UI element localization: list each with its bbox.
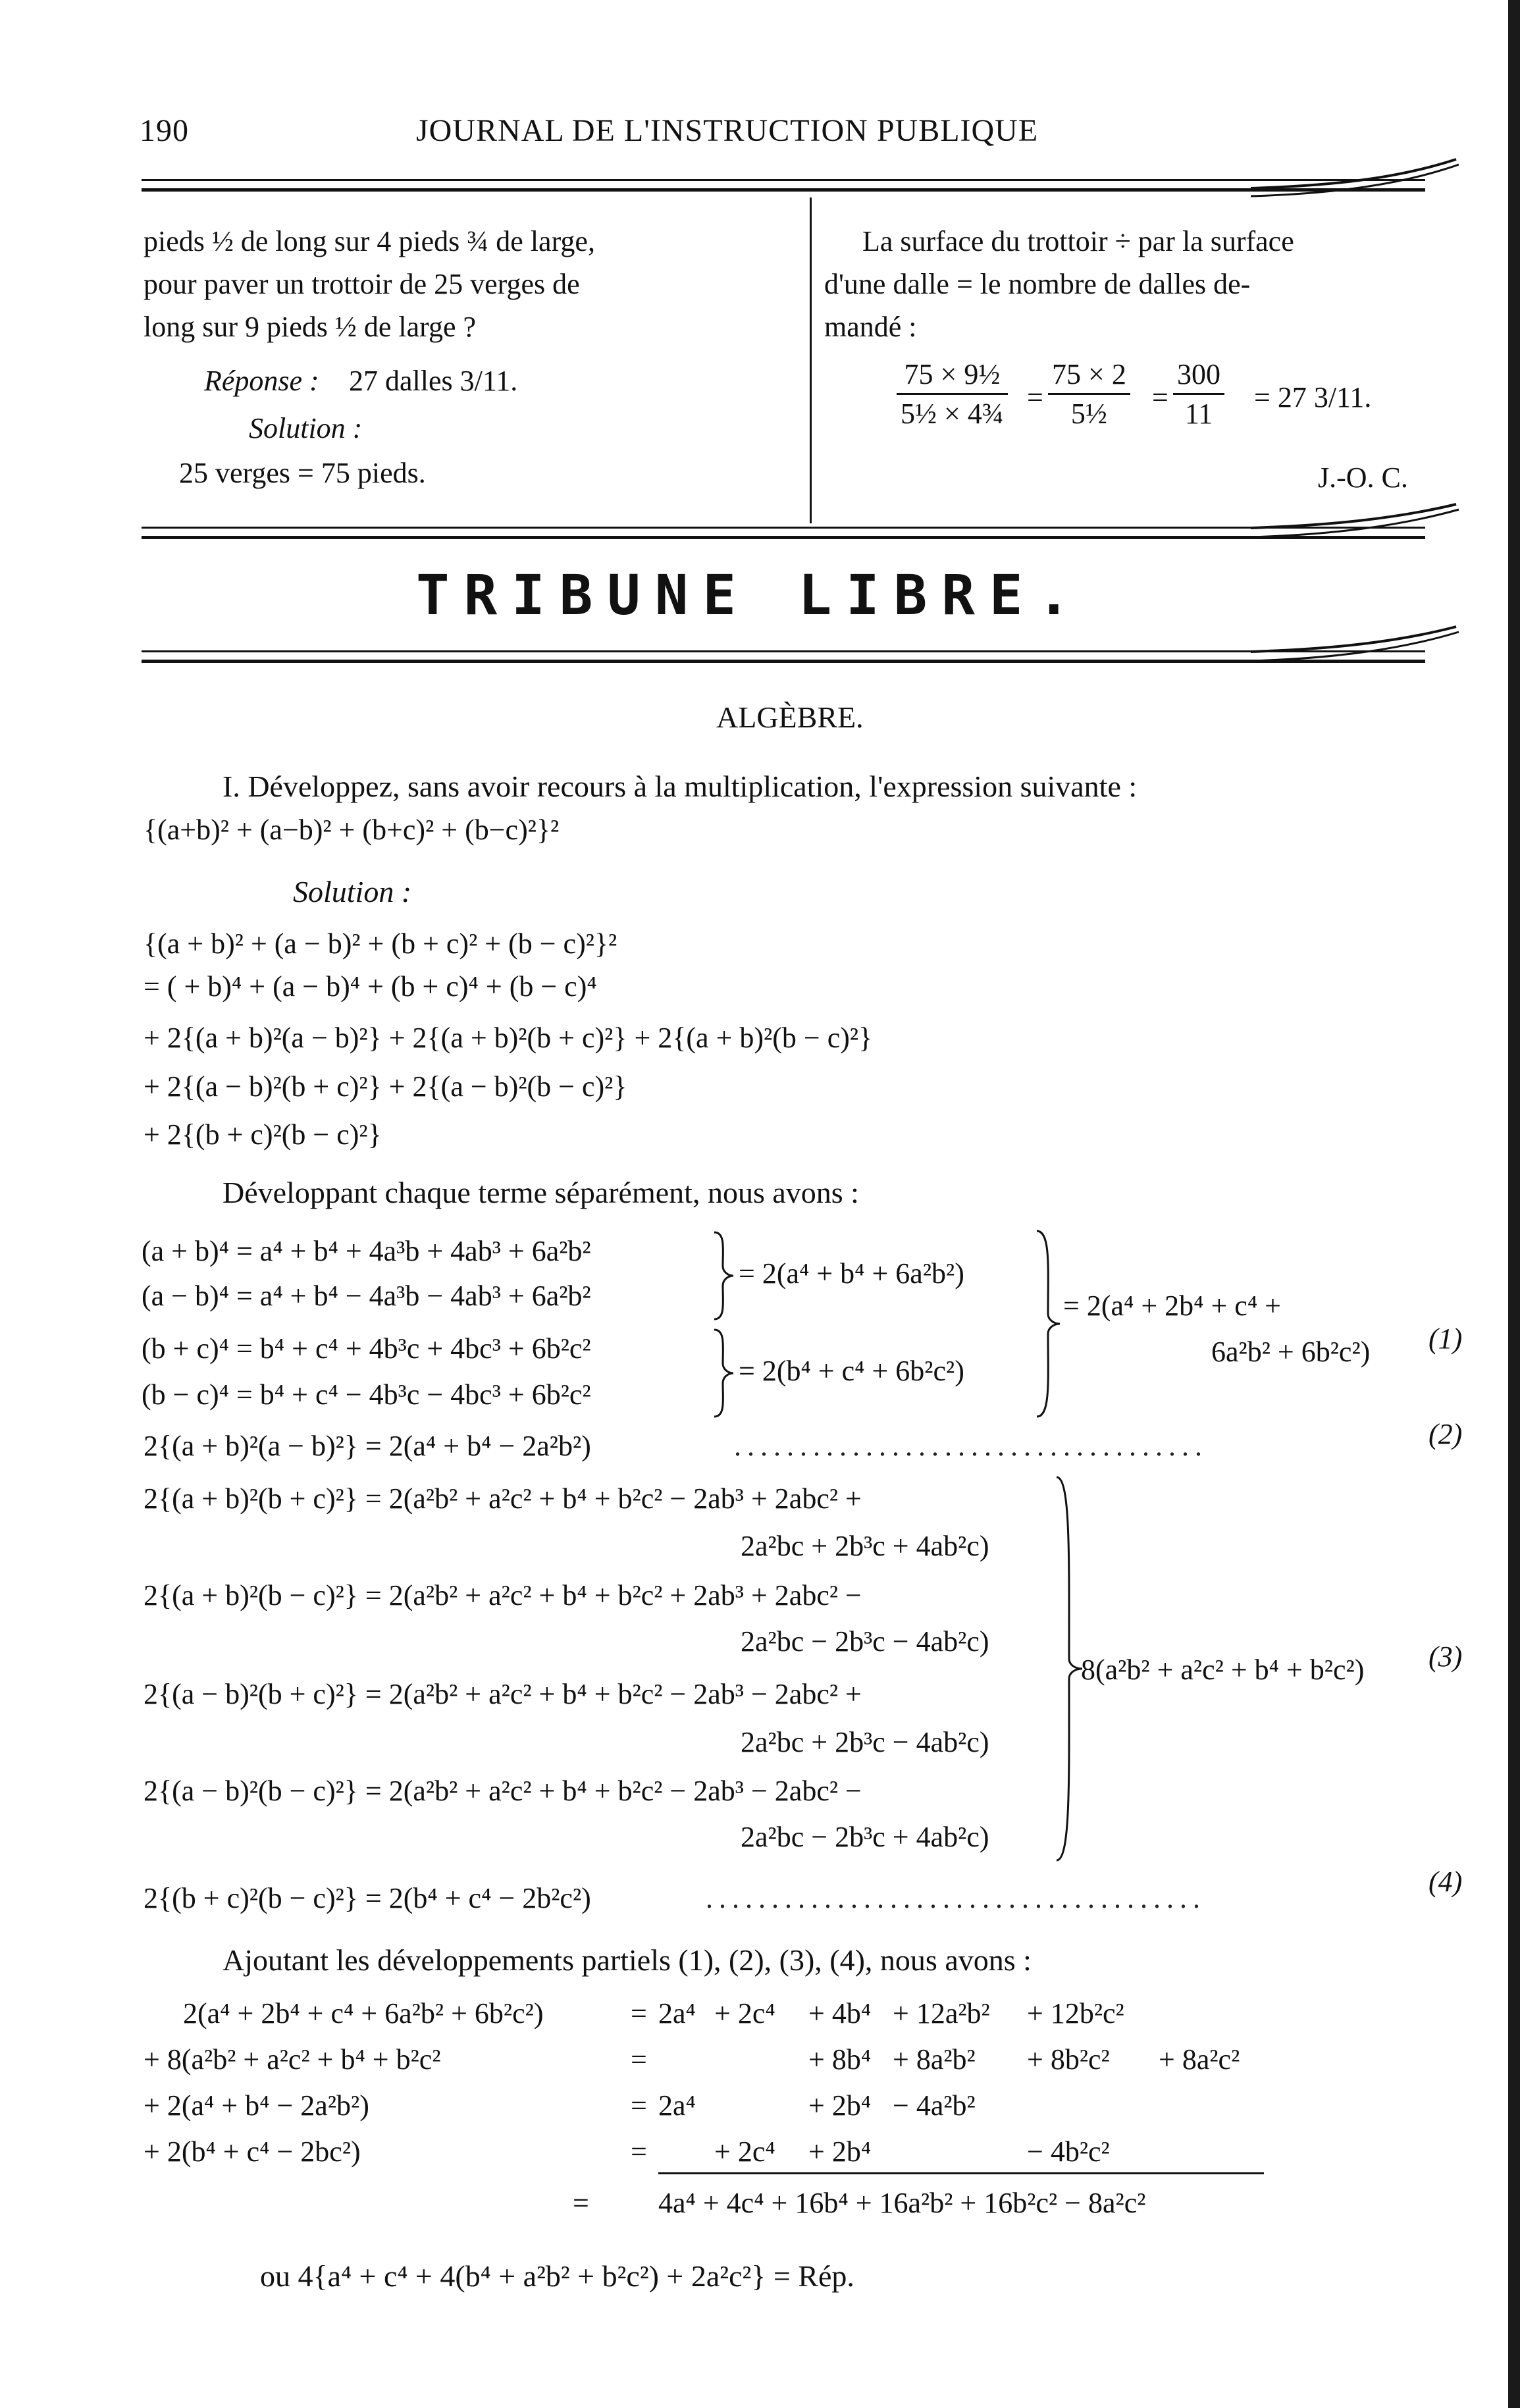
developing-intro: Développant chaque terme séparément, nous avons : [223,1176,859,1209]
sum-row-3-eq: = [631,2089,647,2122]
sum-row-2-ac: + 8a²c² [1159,2043,1240,2076]
sum-row-1-c4: + 2c⁴ [714,1997,775,2029]
top-right-line-1: La surface du trottoir ÷ par la surface [862,225,1294,257]
group3-line-2: 2a²bc + 2b³c + 4ab²c) [741,1530,989,1562]
sum-row-1-bc: + 12b²c² [1027,1997,1124,2029]
signature: J.-O. C. [1318,461,1408,494]
sum-row-2-left: + 8(a²b² + a²c² + b⁴ + b²c² [144,2043,441,2076]
solution-line-3: + 2{(a + b)²(a − b)²} + 2{(a + b)²(b + c)²} + 2{(a + b)²(b − c)²} [144,1022,873,1054]
group1-total-line-1: = 2(a⁴ + 2b⁴ + c⁴ + [1063,1290,1281,1322]
fraction-eq-1: = [1027,381,1043,413]
sum-row-4-b4: + 2b⁴ [808,2135,872,2168]
group1-line-3: (b + c)⁴ = b⁴ + c⁴ + 4b³c + 4bc³ + 6b²c² [142,1332,591,1365]
fraction-result: = 27 3/11. [1254,381,1372,413]
group3-line-4: 2a²bc − 2b³c − 4ab²c) [741,1625,989,1658]
sum-row-1-left: 2(a⁴ + 2b⁴ + c⁴ + 6a²b² + 6b²c²) [183,1997,544,2029]
top-left-line-3: long sur 9 pieds ½ de large ? [144,311,477,343]
top-left-line-2: pour paver un trottoir de 25 verges de [144,268,580,300]
final-answer: ou 4{a⁴ + c⁴ + 4(b⁴ + a²b² + b²c²) + 2a²c²} = Rép. [260,2259,854,2293]
fraction-1 [897,355,1008,432]
sum-intro: Ajoutant les développements partiels (1), (2), (3), (4), nous avons : [223,1943,1032,1977]
header-rule-top [142,179,1425,181]
group1-brace-total [1034,1228,1062,1419]
solution-line-5: + 2{(b + c)²(b − c)²} [144,1118,382,1151]
sum-row-4-bc: − 4b²c² [1027,2135,1110,2168]
sum-row-2-ab: + 8a²b² [893,2043,976,2076]
solution-line-1: {(a + b)² + (a − b)² + (b + c)² + (b − c)²}² [144,928,617,960]
fraction-eq-2: = [1152,381,1168,413]
section-rule-1a [142,527,1425,529]
sum-row-3-b4: + 2b⁴ [808,2089,872,2122]
group1-subtotal-1: = 2(a⁴ + b⁴ + 6a²b²) [739,1257,964,1290]
sum-row-3-left: + 2(a⁴ + b⁴ − 2a²b²) [144,2089,369,2122]
section-rule-2a [142,650,1425,652]
group1-total-line-2: 6a²b² + 6b²c²) [1211,1336,1371,1368]
section-rule-1b [142,536,1425,539]
equation-label-3: (3) [1428,1640,1463,1673]
sum-row-1-a4: 2a⁴ [658,1997,696,2029]
fraction-3-denominator: 11 [1184,398,1213,431]
sum-row-1-b4: + 4b⁴ [808,1997,872,2029]
header-rule-swash [1251,155,1461,201]
group3-line-1: 2{(a + b)²(b + c)²} = 2(a²b² + a²c² + b⁴ + b²c² − 2ab³ + 2abc² + [144,1482,862,1515]
sum-row-4-eq: = [631,2135,647,2168]
fraction-1-denominator: 5½ × 4¾ [901,398,1004,431]
problem-statement: I. Développez, sans avoir recours à la multiplication, l'expression suivante : [223,770,1138,803]
line2-dot-leader: .................................... [734,1430,1208,1462]
solution-label-top: Solution : [249,412,363,444]
equation-label-4: (4) [1428,1866,1463,1898]
group1-line-4: (b − c)⁴ = b⁴ + c⁴ − 4b³c − 4bc³ + 6b²c² [142,1378,591,1411]
sum-row-4-left: + 2(b⁴ + c⁴ − 2bc²) [144,2135,361,2168]
fraction-3 [1173,355,1224,432]
fraction-2 [1048,355,1130,432]
reponse-label: Réponse : [204,365,319,397]
reponse-value: 27 dalles 3/11. [349,365,518,397]
group1-line-1: (a + b)⁴ = a⁴ + b⁴ + 4a³b + 4ab³ + 6a²b² [142,1235,591,1267]
solution-label: Solution : [293,875,412,908]
sum-total-eq: = [573,2187,589,2219]
page-edge-shadow [1508,0,1520,2408]
journal-title: JOURNAL DE L'INSTRUCTION PUBLIQUE [416,113,1039,148]
sum-row-4-c4: + 2c⁴ [714,2135,775,2168]
equation-label-2: (2) [1428,1418,1463,1450]
section-title-algebre: ALGÈBRE. [716,700,864,734]
sum-underline [658,2172,1264,2174]
sum-row-1-eq: = [631,1997,647,2029]
group3-total: 8(a²b² + a²c² + b⁴ + b²c²) [1081,1654,1365,1686]
group1-line-2: (a − b)⁴ = a⁴ + b⁴ − 4a³b − 4ab³ + 6a²b² [142,1280,591,1312]
line4-dot-leader: ...................................... [706,1882,1206,1914]
group3-line-8: 2a²bc − 2b³c + 4ab²c) [741,1821,989,1853]
section-rule-1-swash [1251,502,1461,548]
section-rule-2b [142,660,1425,663]
sum-row-3-a4: 2a⁴ [658,2089,696,2122]
sum-total: 4a⁴ + 4c⁴ + 16b⁴ + 16a²b² + 16b²c² − 8a²c² [658,2187,1146,2219]
solution-line-top: 25 verges = 75 pieds. [179,457,426,489]
top-right-line-2: d'une dalle = le nombre de dalles de- [824,268,1251,300]
sum-row-2-eq: = [631,2043,647,2076]
fraction-2-denominator: 5½ [1070,398,1107,431]
page-number: 190 [140,113,189,148]
group3-line-3: 2{(a + b)²(b − c)²} = 2(a²b² + a²c² + b⁴ + b²c² + 2ab³ + 2abc² − [144,1579,862,1611]
group3-line-5: 2{(a − b)²(b + c)²} = 2(a²b² + a²c² + b⁴ + b²c² − 2ab³ − 2abc² + [144,1678,862,1710]
group3-line-6: 2a²bc + 2b³c − 4ab²c) [741,1726,989,1758]
fraction-2-numerator: 75 × 2 [1048,355,1130,395]
group1-brace-b [711,1327,737,1419]
header-rule-bottom [142,188,1425,192]
problem-expression: {(a+b)² + (a−b)² + (b+c)² + (b−c)²}² [144,814,560,846]
sum-row-3-ab: − 4a²b² [893,2089,976,2122]
sum-row-2-bc: + 8b²c² [1027,2043,1110,2076]
line4-expression: 2{(b + c)²(b − c)²} = 2(b⁴ + c⁴ − 2b²c²) [144,1882,591,1914]
group1-brace-a [711,1230,737,1322]
solution-line-2: = ( + b)⁴ + (a − b)⁴ + (b + c)⁴ + (b − c)⁴ [144,970,597,1003]
sum-row-1-ab: + 12a²b² [893,1997,990,2029]
group1-subtotal-2: = 2(b⁴ + c⁴ + 6b²c²) [739,1355,964,1387]
sum-row-2-b4: + 8b⁴ [808,2043,872,2076]
equation-label-1: (1) [1428,1322,1463,1355]
section-rule-2-swash [1251,624,1461,671]
fraction-3-numerator: 300 [1173,355,1224,395]
column-separator [810,197,812,523]
solution-line-4: + 2{(a − b)²(b + c)²} + 2{(a − b)²(b − c)²} [144,1070,627,1103]
group3-line-7: 2{(a − b)²(b − c)²} = 2(a²b² + a²c² + b⁴ + b²c² − 2ab³ − 2abc² − [144,1775,862,1807]
fraction-1-numerator: 75 × 9½ [897,355,1008,395]
line2-expression: 2{(a + b)²(a − b)²} = 2(a⁴ + b⁴ − 2a²b²) [144,1430,591,1462]
top-left-line-1: pieds ½ de long sur 4 pieds ¾ de large, [144,225,595,257]
tribune-title: TRIBUNE LIBRE. [416,563,1086,627]
top-right-line-3: mandé : [824,311,917,343]
